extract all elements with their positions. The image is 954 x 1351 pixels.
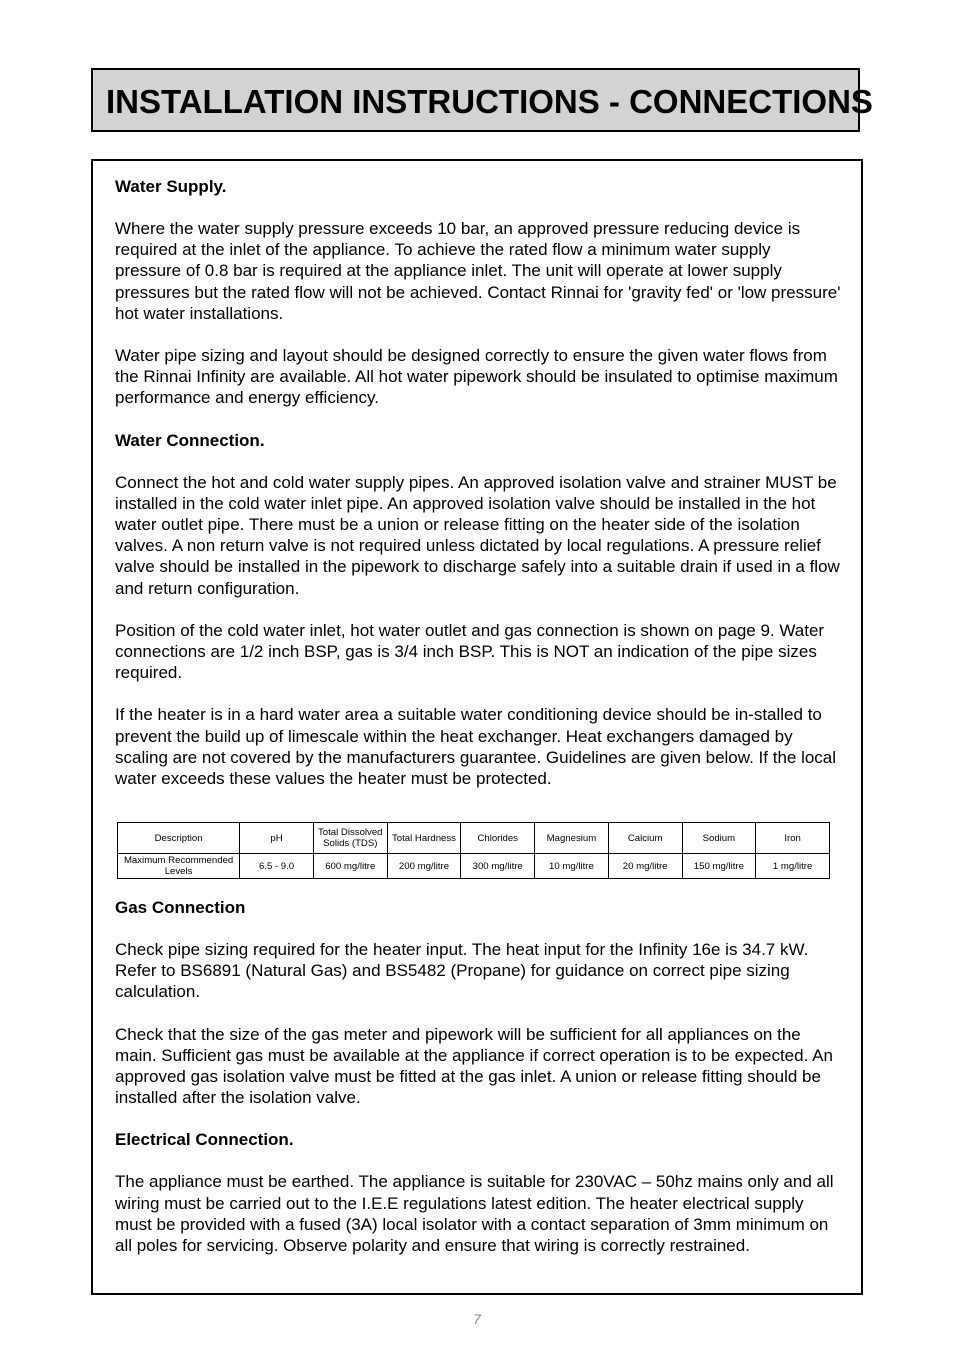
- content-frame: [91, 159, 863, 1295]
- table-header-cell: Description: [118, 823, 240, 854]
- water-connection-heading: Water Connection.: [115, 430, 265, 450]
- gas-connection-paragraph-1: Check pipe sizing required for the heater input. The heat input for the Infinity 16e is 34.7 kW. Refer to BS6891 (Natural Gas) and BS5482 (Propane) for guidance on correct pipe sizing calculation.: [115, 940, 809, 1002]
- table-cell: 600 mg/litre: [313, 854, 387, 879]
- table-header-cell: Sodium: [682, 823, 756, 854]
- water-connection-paragraph-1: Connect the hot and cold water supply pipes. An approved isolation valve and strainer MUST be installed in the cold water inlet pipe. An approved isolation valve should be installed in the hot water outlet pipe. There must be a union or release fitting on the heater side of the isolation valves. A non return valve is not required unless dictated by local regulations. A pressure relief valve should be installed in the pipework to discharge safely into a suitable drain if used in a flow and return configuration.: [115, 472, 840, 598]
- gas-connection-heading: Gas Connection: [115, 898, 246, 917]
- water-connection-paragraph-3: If the heater is in a hard water area a suitable water conditioning device should be in-stalled to prevent the build up of limescale within the heat exchanger. Heat exchangers damaged by scaling are not covered by the manufacturers guarantee. Guidelines are given below. If the local water exceeds these values the heater must be protected.: [115, 705, 837, 789]
- table-row: [118, 854, 830, 879]
- table-header-cell: Chlorides: [461, 823, 535, 854]
- table-cell: 20 mg/litre: [608, 854, 682, 879]
- table-cell: 150 mg/litre: [682, 854, 756, 879]
- water-quality-table: [117, 822, 830, 879]
- table-cell: 1 mg/litre: [756, 854, 830, 879]
- title-banner: [91, 68, 873, 132]
- table-header-cell: Magnesium: [535, 823, 609, 854]
- table-cell: 10 mg/litre: [535, 854, 609, 879]
- electrical-connection-paragraph-1: The appliance must be earthed. The appliance is suitable for 230VAC – 50hz mains only and all wiring must be carried out to the I.E.E regulations latest edition. The heater electrical supply must be provided with a fused (3A) local isolator with a contact separation of 3mm minimum on all poles for servicing. Observe polarity and ensure that wiring is correctly restrained.: [115, 1172, 834, 1256]
- water-supply-paragraph-2: Water pipe sizing and layout should be designed correctly to ensure the given water flows from the Rinnai Infinity are available. All hot water pipework should be insulated to optimise maximum performance and energy efficiency.: [115, 346, 838, 408]
- water-supply-heading: Water Supply.: [115, 177, 227, 196]
- table-header-row: [118, 823, 830, 854]
- water-connection-paragraph-2: Position of the cold water inlet, hot water outlet and gas connection is shown on page 9. Water connections are 1/2 inch BSP, gas is 3/4 inch BSP. This is NOT an indication of the pipe sizes required.: [115, 620, 825, 683]
- electrical-connection-heading: Electrical Connection.: [115, 1130, 294, 1150]
- table-header-cell: Iron: [756, 823, 830, 854]
- table-header-cell: Calcium: [608, 823, 682, 854]
- table-header-cell: pH: [240, 823, 314, 854]
- content-body-lower: [115, 897, 841, 1256]
- table-header-cell: Total Hardness: [387, 823, 461, 854]
- content-body: [115, 176, 841, 789]
- page-number: 7: [473, 1311, 481, 1327]
- table-cell: 300 mg/litre: [461, 854, 535, 879]
- table-cell: 6.5 - 9.0: [240, 854, 314, 879]
- table-cell: Maximum Recommended Levels: [118, 854, 240, 879]
- table-header-cell: Total Dissolved Solids (TDS): [313, 823, 387, 854]
- table-cell: 200 mg/litre: [387, 854, 461, 879]
- gas-connection-paragraph-2: Check that the size of the gas meter and pipework will be sufficient for all appliances on the main. Sufficient gas must be available at the appliance if correct operation is to be expected. An approved gas isolation valve must be fitted at the gas inlet. A union or release fitting should be installed after the isolation valve.: [115, 1024, 833, 1108]
- page-title: INSTALLATION INSTRUCTIONS - CONNECTIONS: [106, 83, 873, 120]
- water-supply-paragraph-1: Where the water supply pressure exceeds 10 bar, an approved pressure reducing device is required at the inlet of the appliance. To achieve the rated flow a minimum water supply pressure of 0.8 bar is required at the appliance inlet. The unit will operate at lower supply pressures but the rated flow will not be achieved. Contact Rinnai for 'gravity fed' or 'low pressure' hot water installations.: [115, 219, 841, 323]
